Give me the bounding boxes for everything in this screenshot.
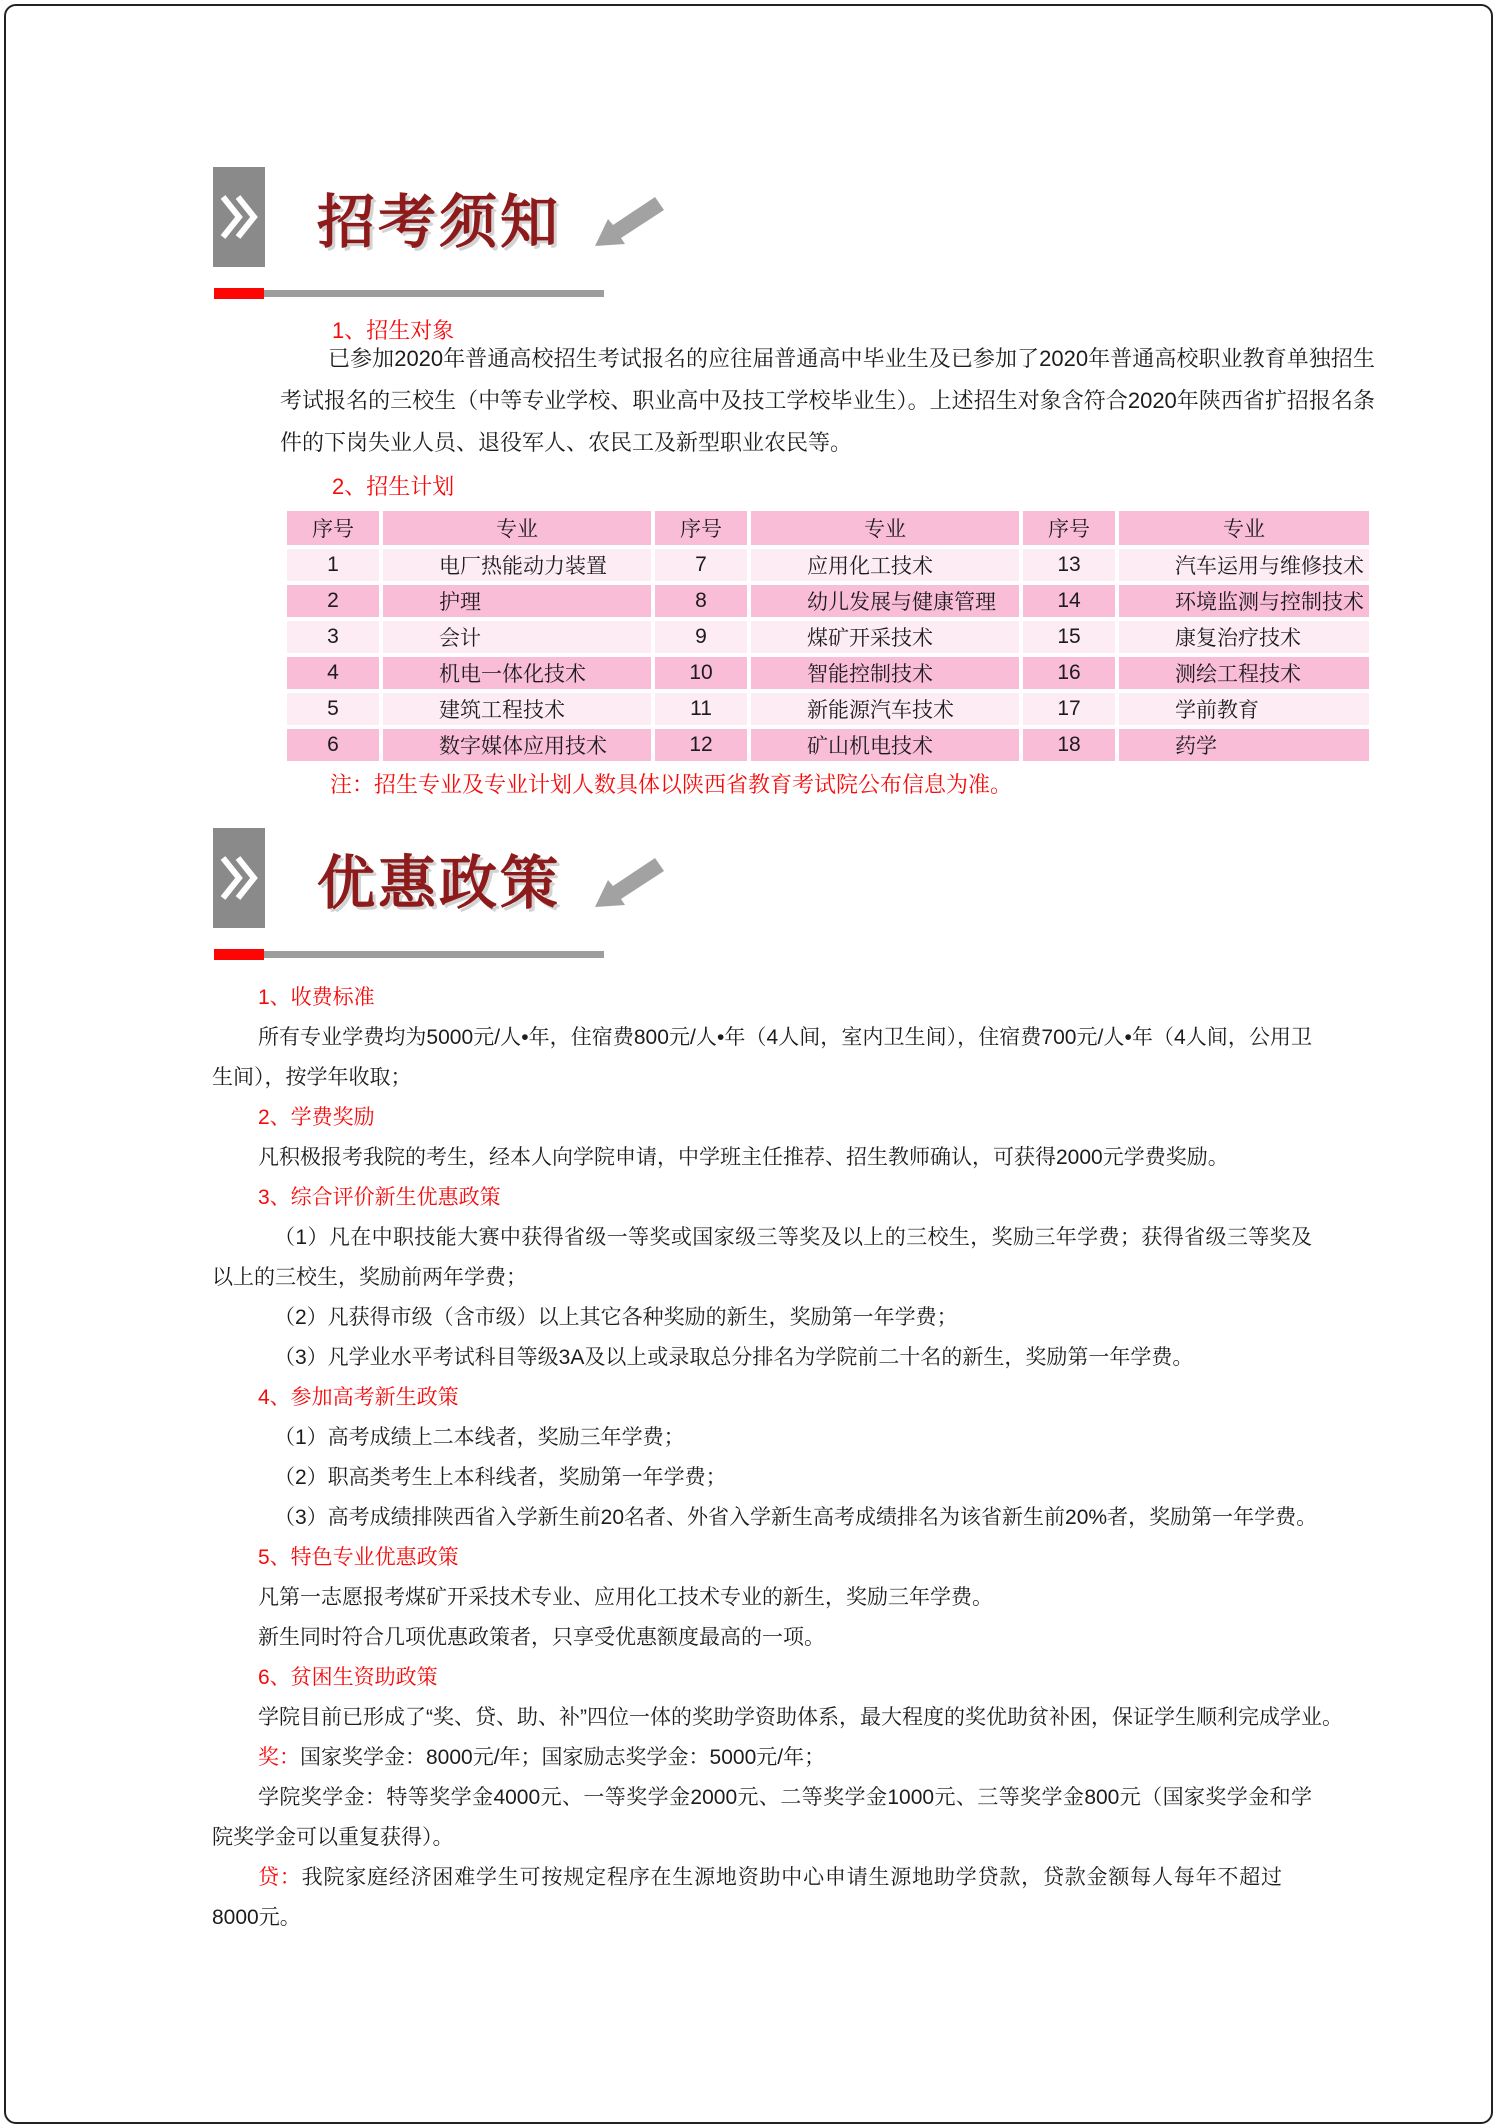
- gaokao-policy-item: （1）高考成绩上二本线者，奖励三年学费；: [274, 1426, 685, 1449]
- table-row: [287, 621, 1369, 653]
- major-name: 数字媒体应用技术: [383, 729, 651, 761]
- col-header-major: 专业: [1119, 511, 1369, 545]
- major-name: 智能控制技术: [751, 657, 1019, 689]
- subheading-tuition-award: 2、学费奖励: [258, 1106, 375, 1129]
- major-plan-table: [283, 507, 1373, 765]
- eval-policy-item: （3）凡学业水平考试科目等级3A及以上或录取总分排名为学院前二十名的新生，奖励第一年学费。: [274, 1346, 1194, 1369]
- major-index: 13: [1023, 549, 1115, 581]
- col-header-index: 序号: [287, 511, 379, 545]
- underline-gray-segment: [264, 290, 604, 297]
- col-header-major: 专业: [751, 511, 1019, 545]
- major-index: 1: [287, 549, 379, 581]
- section-title-admission: 招考须知: [317, 190, 562, 255]
- major-index: 15: [1023, 621, 1115, 653]
- major-name: 护理: [383, 585, 651, 617]
- underline-red-segment: [214, 949, 264, 960]
- aid-system-paragraph: 学院目前已形成了“奖、贷、助、补”四位一体的奖助学资助体系，最大程度的奖优助贫补困，保证学生顺利完成学业。: [258, 1706, 1343, 1729]
- major-name: 汽车运用与维修技术: [1119, 549, 1369, 581]
- subheading-gaokao-policy: 4、参加高考新生政策: [258, 1386, 459, 1409]
- col-header-index: 序号: [1023, 511, 1115, 545]
- chevron-double-right-icon: [219, 192, 259, 242]
- major-index: 3: [287, 621, 379, 653]
- loan-paragraph: [212, 1858, 1392, 1938]
- section-underline: [214, 949, 604, 960]
- major-index: 10: [655, 657, 747, 689]
- arrow-down-left-icon: [589, 847, 677, 913]
- table-row: [287, 549, 1369, 581]
- gray-chevron-box: [213, 828, 265, 928]
- major-index: 9: [655, 621, 747, 653]
- tuition-award-paragraph: 凡积极报考我院的考生，经本人向学院申请，中学班主任推荐、招生教师确认，可获得2000元学费奖励。: [258, 1146, 1229, 1169]
- major-index: 4: [287, 657, 379, 689]
- table-row: [287, 585, 1369, 617]
- gaokao-policy-item: （2）职高类考生上本科线者，奖励第一年学费；: [274, 1466, 727, 1489]
- major-index: 7: [655, 549, 747, 581]
- col-header-major: 专业: [383, 511, 651, 545]
- subheading-feature-major: 5、特色专业优惠政策: [258, 1546, 459, 1569]
- plan-note: 注：招生专业及专业计划人数具体以陕西省教育考试院公布信息为准。: [330, 772, 1013, 797]
- col-header-index: 序号: [655, 511, 747, 545]
- subheading-aid-policy: 6、贫困生资助政策: [258, 1666, 438, 1689]
- major-index: 18: [1023, 729, 1115, 761]
- enroll-target-paragraph: 已参加2020年普通高校招生考试报名的应往届普通高中毕业生及已参加了2020年普通高校职业教育单独招生考试报名的三校生（中等专业学校、职业高中及技工学校毕业生）。上述招生对象含符合2020年陕西省扩招报名条件的下岗失业人员、退役军人、农民工及新型职业农民等。: [280, 346, 1375, 455]
- award-paragraph: [212, 1738, 1392, 1778]
- policy-exclusive-paragraph: 新生同时符合几项优惠政策者，只享受优惠额度最高的一项。: [258, 1626, 825, 1649]
- fee-standard-paragraph: 所有专业学费均为5000元/人•年，住宿费800元/人•年（4人间，室内卫生间），住宿费700元/人•年（4人间，公用卫生间），按学年收取；: [212, 1026, 1312, 1089]
- subheading-eval-policy: 3、综合评价新生优惠政策: [258, 1186, 501, 1209]
- major-index: 8: [655, 585, 747, 617]
- loan-text: 我院家庭经济困难学生可按规定程序在生源地资助中心申请生源地助学贷款，贷款金额每人每年不超过8000元。: [212, 1866, 1282, 1929]
- award-label: 奖：: [258, 1746, 300, 1769]
- gaokao-policy-item: （3）高考成绩排陕西省入学新生前20名者、外省入学新生高考成绩排名为该省新生前20%者，奖励第一年学费。: [274, 1506, 1318, 1529]
- subheading-enroll-plan: 2、招生计划: [332, 474, 455, 499]
- section-underline: [214, 288, 604, 299]
- major-index: 5: [287, 693, 379, 725]
- table-row: [287, 657, 1369, 689]
- scholarship-paragraph: 学院奖学金：特等奖学金4000元、一等奖学金2000元、二等奖学金1000元、三等奖学金800元（国家奖学金和学院奖学金可以重复获得）。: [212, 1786, 1312, 1849]
- major-index: 17: [1023, 693, 1115, 725]
- major-name: 学前教育: [1119, 693, 1369, 725]
- major-name: 电厂热能动力装置: [383, 549, 651, 581]
- chevron-double-right-icon: [219, 853, 259, 903]
- section-header-policy: [213, 828, 677, 928]
- major-name: 煤矿开采技术: [751, 621, 1019, 653]
- eval-policy-item: （2）凡获得市级（含市级）以上其它各种奖励的新生，奖励第一年学费；: [274, 1306, 958, 1329]
- major-name: 幼儿发展与健康管理: [751, 585, 1019, 617]
- major-index: 6: [287, 729, 379, 761]
- loan-label: 贷：: [258, 1866, 302, 1889]
- feature-major-paragraph: 凡第一志愿报考煤矿开采技术专业、应用化工技术专业的新生，奖励三年学费。: [258, 1586, 993, 1609]
- major-name: 药学: [1119, 729, 1369, 761]
- major-index: 11: [655, 693, 747, 725]
- major-name: 康复治疗技术: [1119, 621, 1369, 653]
- table-header-row: [287, 511, 1369, 545]
- major-name: 环境监测与控制技术: [1119, 585, 1369, 617]
- eval-policy-item: （1）凡在中职技能大赛中获得省级一等奖或国家级三等奖及以上的三校生，奖励三年学费；获得省级三等奖及以上的三校生，奖励前两年学费；: [212, 1226, 1312, 1289]
- major-index: 2: [287, 585, 379, 617]
- table-row: [287, 729, 1369, 761]
- subheading-fee-standard: 1、收费标准: [258, 986, 375, 1009]
- underline-red-segment: [214, 288, 264, 299]
- gray-chevron-box: [213, 167, 265, 267]
- major-name: 矿山机电技术: [751, 729, 1019, 761]
- major-index: 16: [1023, 657, 1115, 689]
- major-index: 14: [1023, 585, 1115, 617]
- arrow-down-left-icon: [589, 186, 677, 252]
- major-name: 机电一体化技术: [383, 657, 651, 689]
- major-name: 新能源汽车技术: [751, 693, 1019, 725]
- major-name: 测绘工程技术: [1119, 657, 1369, 689]
- subheading-enroll-target: 1、招生对象: [332, 318, 455, 343]
- table-row: [287, 693, 1369, 725]
- policy-content: [212, 978, 1392, 1938]
- major-name: 建筑工程技术: [383, 693, 651, 725]
- award-text: 国家奖学金：8000元/年；国家励志奖学金：5000元/年；: [300, 1746, 826, 1769]
- major-name: 会计: [383, 621, 651, 653]
- section-title-policy: 优惠政策: [317, 851, 562, 916]
- major-name: 应用化工技术: [751, 549, 1019, 581]
- section-header-admission: [213, 167, 677, 267]
- major-index: 12: [655, 729, 747, 761]
- underline-gray-segment: [264, 951, 604, 958]
